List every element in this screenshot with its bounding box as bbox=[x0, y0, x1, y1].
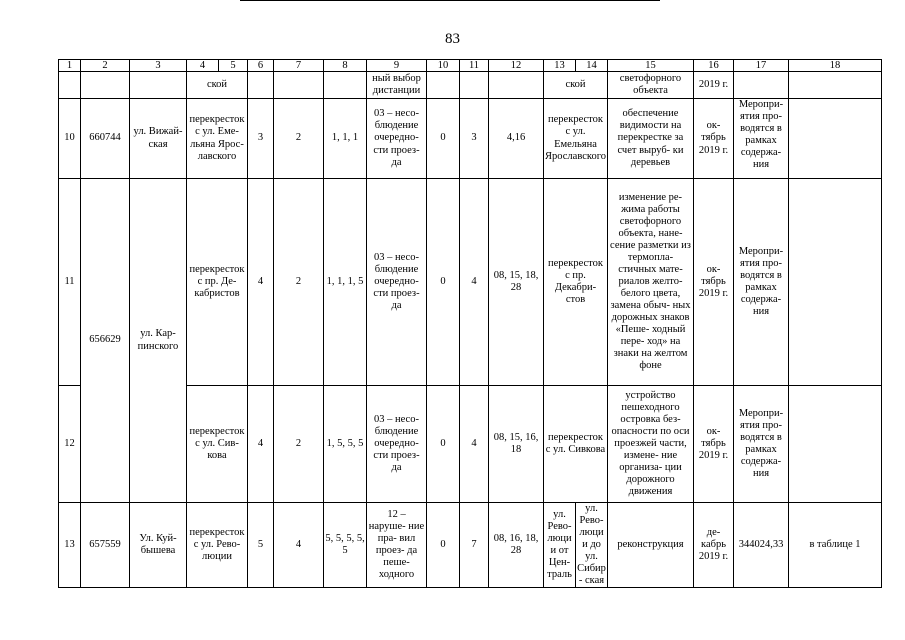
cell-location-cont: ской bbox=[187, 72, 248, 99]
col-header-3: 3 bbox=[130, 60, 187, 72]
col-header-4: 4 bbox=[187, 60, 219, 72]
col-header-1: 1 bbox=[59, 60, 81, 72]
cell-site: перекресток с ул. Сивкова bbox=[544, 386, 608, 503]
cell-code: 656629 bbox=[81, 179, 130, 503]
cell-cost: Меропри- ятия про- водятся в рамках содержа- ния bbox=[734, 386, 789, 503]
cell-site-from: ул. Рево- люции от Цен- траль bbox=[544, 503, 576, 588]
page-number: 83 bbox=[445, 31, 460, 47]
col-header-11: 11 bbox=[460, 60, 489, 72]
cell-site-cont: ской bbox=[544, 72, 608, 99]
col-header-12: 12 bbox=[489, 60, 544, 72]
cell-note bbox=[789, 386, 882, 503]
col-header-2: 2 bbox=[81, 60, 130, 72]
cell-col10: 0 bbox=[427, 386, 460, 503]
col-header-7: 7 bbox=[274, 60, 324, 72]
cell-street: Ул. Куй- бышева bbox=[130, 503, 187, 588]
col-header-9: 9 bbox=[367, 60, 427, 72]
cell-col11: 4 bbox=[460, 386, 489, 503]
cell-deadline: де- кабрь 2019 г. bbox=[694, 503, 734, 588]
cell-col6: 3 bbox=[248, 99, 274, 179]
cell-col6: 4 bbox=[248, 386, 274, 503]
col-header-16: 16 bbox=[694, 60, 734, 72]
cell-location: перекресток с ул. Еме- льяна Ярос- лавского bbox=[187, 99, 248, 179]
table-row bbox=[59, 179, 882, 386]
cell-col8: 1, 5, 5, 5 bbox=[324, 386, 367, 503]
table-row bbox=[59, 99, 882, 179]
cell-col12: 08, 15, 16, 18 bbox=[489, 386, 544, 503]
cell-col7: 2 bbox=[274, 99, 324, 179]
cell-row-number: 10 bbox=[59, 99, 81, 179]
cell-code: 657559 bbox=[81, 503, 130, 588]
cell-note: в таблице 1 bbox=[789, 503, 882, 588]
continuation-row bbox=[59, 72, 882, 99]
cell-col12: 08, 16, 18, 28 bbox=[489, 503, 544, 588]
cell-deadline: ок- тябрь 2019 г. bbox=[694, 179, 734, 386]
cell-col8: 1, 1, 1, 5 bbox=[324, 179, 367, 386]
cell-col8: 1, 1, 1 bbox=[324, 99, 367, 179]
column-number-row bbox=[59, 60, 882, 72]
cell-col6: 5 bbox=[248, 503, 274, 588]
cell-measure: реконструкция bbox=[608, 503, 694, 588]
cell-col8: 5, 5, 5, 5, 5 bbox=[324, 503, 367, 588]
cell-col12: 08, 15, 18, 28 bbox=[489, 179, 544, 386]
col-header-18: 18 bbox=[789, 60, 882, 72]
cell-site: перекресток с ул. Емельяна Ярославского bbox=[544, 99, 608, 179]
cell-row-number: 13 bbox=[59, 503, 81, 588]
cell-location: перекресток с пр. Де- кабристов bbox=[187, 179, 248, 386]
cell-location: перекресток с ул. Сив- кова bbox=[187, 386, 248, 503]
cell-cost: Меропри- ятия про- водятся в рамках содержа- ния bbox=[734, 99, 789, 179]
cell-measure-cont: светофорного объекта bbox=[608, 72, 694, 99]
col-header-15: 15 bbox=[608, 60, 694, 72]
cell-col7: 2 bbox=[274, 179, 324, 386]
cell-site: перекресток с пр. Декабри- стов bbox=[544, 179, 608, 386]
cell-col10: 0 bbox=[427, 179, 460, 386]
cell-violation: 03 – несо- блюдение очередно- сти проез- да bbox=[367, 99, 427, 179]
col-header-5: 5 bbox=[219, 60, 248, 72]
cell-violation: 03 – несо- блюдение очередно- сти проез- да bbox=[367, 179, 427, 386]
cell-col6: 4 bbox=[248, 179, 274, 386]
cell-note bbox=[789, 179, 882, 386]
road-safety-table bbox=[58, 59, 882, 588]
cell-location: перекресток с ул. Рево- люции bbox=[187, 503, 248, 588]
top-rule bbox=[240, 0, 660, 1]
cell-violation: 12 – наруше- ние пра- вил проез- да пеше- ходного bbox=[367, 503, 427, 588]
cell-violation: 03 – несо- блюдение очередно- сти проез- да bbox=[367, 386, 427, 503]
col-header-6: 6 bbox=[248, 60, 274, 72]
cell-col10: 0 bbox=[427, 99, 460, 179]
cell-row-number: 11 bbox=[59, 179, 81, 386]
cell-cost: 344024,33 bbox=[734, 503, 789, 588]
cell-measure: обеспечение видимости на перекрестке за счет выруб- ки деревьев bbox=[608, 99, 694, 179]
cell-deadline: ок- тябрь 2019 г. bbox=[694, 99, 734, 179]
col-header-8: 8 bbox=[324, 60, 367, 72]
cell-violation-cont: ный выбор дистанции bbox=[367, 72, 427, 99]
cell-cost: Меропри- ятия про- водятся в рамках содержа- ния bbox=[734, 179, 789, 386]
cell-deadline-cont: 2019 г. bbox=[694, 72, 734, 99]
cell-deadline: ок- тябрь 2019 г. bbox=[694, 386, 734, 503]
col-header-17: 17 bbox=[734, 60, 789, 72]
cell-col7: 2 bbox=[274, 386, 324, 503]
col-header-10: 10 bbox=[427, 60, 460, 72]
cell-measure: изменение ре- жима работы светофорного объекта, нане- сение разметки из термопла- стичных мате- риалов желто- белого цвета, замена обыч- ных дорожных знаков «Пеше- ходный пере- ход» на знаки на желтом фоне bbox=[608, 179, 694, 386]
col-header-14: 14 bbox=[576, 60, 608, 72]
cell-col12: 4,16 bbox=[489, 99, 544, 179]
cell-col11: 4 bbox=[460, 179, 489, 386]
cell-street: ул. Вижай- ская bbox=[130, 99, 187, 179]
col-header-13: 13 bbox=[544, 60, 576, 72]
cell-row-number: 12 bbox=[59, 386, 81, 503]
cell-measure: устройство пешеходного островка без- опасности по оси проезжей части, измене- ние организа- ции дорожного движения bbox=[608, 386, 694, 503]
cell-street: ул. Кар- пинского bbox=[130, 179, 187, 503]
cell-col11: 7 bbox=[460, 503, 489, 588]
cell-site-to: ул. Рево- люции до ул. Сибир- ская bbox=[577, 503, 606, 587]
cell-code: 660744 bbox=[81, 99, 130, 179]
cell-col7: 4 bbox=[274, 503, 324, 588]
table-row bbox=[59, 503, 882, 588]
cell-col10: 0 bbox=[427, 503, 460, 588]
cell-note bbox=[789, 99, 882, 179]
cell-col11: 3 bbox=[460, 99, 489, 179]
